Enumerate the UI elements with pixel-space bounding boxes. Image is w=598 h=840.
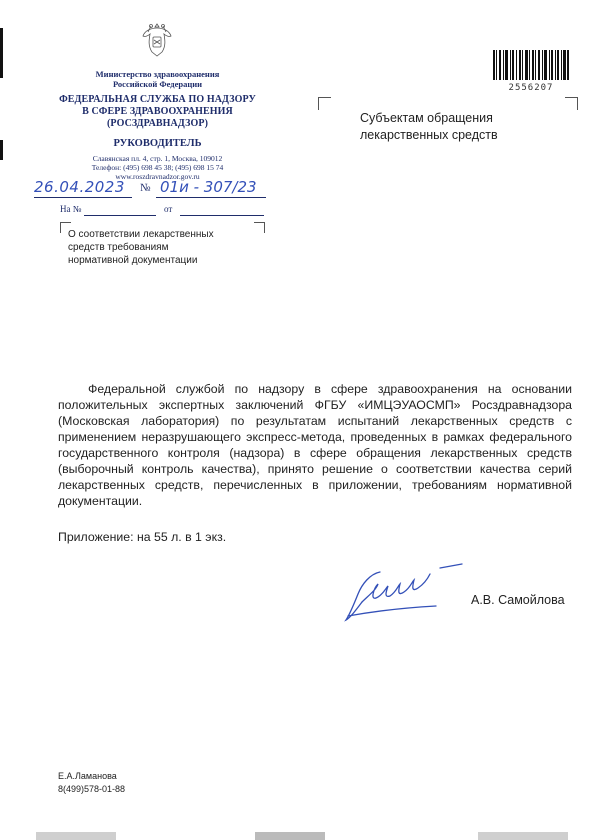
handwritten-signature [340, 560, 465, 630]
ot-label: от [164, 204, 173, 214]
service-line-1: ФЕДЕРАЛЬНАЯ СЛУЖБА ПО НАДЗОРУ [59, 94, 256, 105]
registration-number: 01и - 307/23 [160, 178, 257, 196]
scan-artifact [478, 832, 568, 840]
recipient-block [360, 110, 498, 144]
na-label: На № [60, 204, 82, 214]
coat-of-arms-icon [140, 20, 174, 60]
signer-name: А.В. Самойлова [471, 593, 565, 607]
reference-line [60, 204, 81, 214]
barcode-number: 2556207 [508, 83, 554, 93]
subject-line-3: нормативной документации [68, 255, 198, 266]
ot-underline [180, 214, 264, 216]
attachment-note: Приложение: на 55 л. в 1 экз. [58, 530, 227, 544]
recipient-corner-mark [565, 97, 578, 110]
subject-line-1: О соответствии лекарственных [68, 229, 214, 240]
service-line-3: (РОСЗДРАВНАДЗОР) [107, 118, 208, 129]
head-title: РУКОВОДИТЕЛЬ [113, 138, 202, 149]
website: www.roszdravnadzor.gov.ru [115, 172, 200, 181]
scan-artifact [36, 832, 116, 840]
executor-block [58, 770, 125, 796]
body-paragraph-text: Федеральной службой по надзору в сфере здравоохранения на основании положительных экспертных заключений ФГБУ «ИМЦЭУАОСМП» Росздравнадзора (Московская лаборатория) по результатам испытаний лекарственных средств с применением неразрушающего экспресс-метода, проведенных в рамках федерального государственного контроля (надзора) в сфере обращения лекарственных средств (выборочный контроль качества), принято решение о соответствии качества серий лекарственных средств, перечисленных в приложении, требованиям нормативной документации. [58, 382, 572, 508]
date-underline [34, 196, 132, 198]
ministry-line-1: Министерство здравоохранения [95, 69, 220, 79]
ministry-line-2: Российской Федерации [112, 79, 203, 89]
executor-name: Е.А.Ламанова [58, 771, 117, 781]
executor-phone: 8(499)578-01-88 [58, 784, 126, 794]
scan-edge-mark [0, 140, 3, 160]
address: Славянская пл. 4, стр. 1, Москва, 109012 [92, 154, 223, 163]
subject-line-2: средств требованиям [68, 242, 169, 253]
recipient-corner-mark [318, 97, 331, 110]
body-paragraph [58, 381, 572, 509]
barcode-icon [493, 50, 569, 80]
number-underline [156, 196, 266, 198]
registration-date: 26.04.2023 [34, 178, 125, 196]
scan-edge-mark [0, 28, 3, 78]
subject-block [68, 228, 268, 267]
number-sign: № [140, 182, 151, 194]
na-underline [84, 214, 156, 216]
recipient-line-2: лекарственных средств [360, 128, 498, 142]
recipient-line-1: Субъектам обращения [360, 111, 493, 125]
phone: Телефон: (495) 698 45 38; (495) 698 15 74 [91, 163, 224, 172]
service-line-2: В СФЕРЕ ЗДРАВООХРАНЕНИЯ [82, 106, 233, 117]
scan-artifact [255, 832, 325, 840]
